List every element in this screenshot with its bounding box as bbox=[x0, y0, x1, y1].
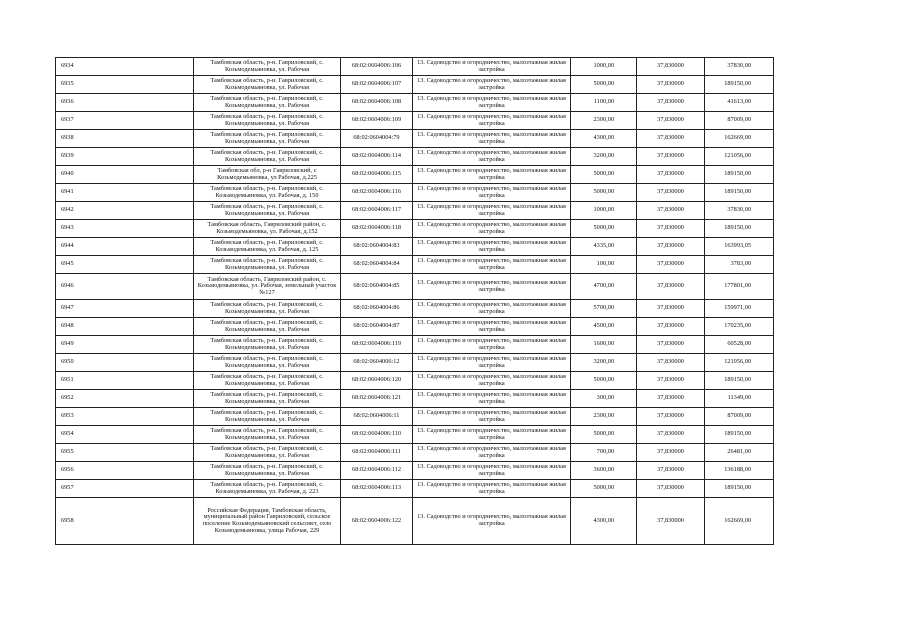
table-row bbox=[56, 372, 774, 390]
cadastral-number-cell: 68:02:0604004:84 bbox=[341, 256, 413, 274]
cadastral-value-cell: 189150,00 bbox=[705, 426, 774, 444]
rate-cell: 37,830000 bbox=[637, 130, 705, 148]
address-cell: Тамбовская область, р-н. Гавриловский, с. Козьмодемьяновка, ул. Рабочая bbox=[194, 462, 341, 480]
area-cell: 700,00 bbox=[571, 444, 637, 462]
row-number: 6947 bbox=[56, 300, 194, 318]
land-use-cell: 13. Садоводство и огородничество, малоэтажная жилая застройка bbox=[413, 184, 571, 202]
cadastral-value-cell: 189150,00 bbox=[705, 166, 774, 184]
cadastral-number-cell: 68:02:0604006:111 bbox=[341, 444, 413, 462]
area-cell: 5000,00 bbox=[571, 76, 637, 94]
cadastral-number-cell: 68:02:0604006:108 bbox=[341, 94, 413, 112]
rate-cell: 37,830000 bbox=[637, 112, 705, 130]
cadastral-number-cell: 68:02:0604006:106 bbox=[341, 58, 413, 76]
row-number: 6955 bbox=[56, 444, 194, 462]
table-row bbox=[56, 408, 774, 426]
row-number: 6948 bbox=[56, 318, 194, 336]
area-cell: 2300,00 bbox=[571, 112, 637, 130]
area-cell: 2300,00 bbox=[571, 408, 637, 426]
rate-cell: 37,830000 bbox=[637, 76, 705, 94]
rate-cell: 37,830000 bbox=[637, 426, 705, 444]
table-row bbox=[56, 480, 774, 498]
table-row bbox=[56, 112, 774, 130]
address-cell: Тамбовская область, р-н. Гавриловский, с. Козьмодемьяновка, ул. Рабочая bbox=[194, 354, 341, 372]
row-number: 6953 bbox=[56, 408, 194, 426]
row-number: 6942 bbox=[56, 202, 194, 220]
area-cell: 5000,00 bbox=[571, 220, 637, 238]
table-row bbox=[56, 94, 774, 112]
land-use-cell: 13. Садоводство и огородничество, малоэтажная жилая застройка bbox=[413, 202, 571, 220]
table-row bbox=[56, 444, 774, 462]
table-row bbox=[56, 354, 774, 372]
cadastral-value-cell: 26481,00 bbox=[705, 444, 774, 462]
cadastral-number-cell: 68:02:0604006:122 bbox=[341, 498, 413, 545]
land-use-cell: 13. Садоводство и огородничество, малоэтажная жилая застройка bbox=[413, 112, 571, 130]
cadastral-number-cell: 68:02:0604006:119 bbox=[341, 336, 413, 354]
area-cell: 4335,00 bbox=[571, 238, 637, 256]
rate-cell: 37,830000 bbox=[637, 300, 705, 318]
row-number: 6944 bbox=[56, 238, 194, 256]
row-number: 6945 bbox=[56, 256, 194, 274]
row-number: 6957 bbox=[56, 480, 194, 498]
row-number: 6934 bbox=[56, 58, 194, 76]
cadastral-value-cell: 189150,00 bbox=[705, 480, 774, 498]
rate-cell: 37,830000 bbox=[637, 58, 705, 76]
table-row bbox=[56, 220, 774, 238]
address-cell: Тамбовская область, р-н. Гавриловский, с. Козьмодемьяновка, ул. Рабочая bbox=[194, 300, 341, 318]
address-cell: Тамбовская область, р-н. Гавриловский, с. Козьмодемьяновка, ул. Рабочая bbox=[194, 318, 341, 336]
area-cell: 5000,00 bbox=[571, 372, 637, 390]
rate-cell: 37,830000 bbox=[637, 166, 705, 184]
land-use-cell: 13. Садоводство и огородничество, малоэтажная жилая застройка bbox=[413, 130, 571, 148]
table-row bbox=[56, 426, 774, 444]
cadastral-value-cell: 121056,00 bbox=[705, 354, 774, 372]
table-body bbox=[56, 58, 774, 545]
cadastral-number-cell: 68:02:0604006:117 bbox=[341, 202, 413, 220]
table-row bbox=[56, 336, 774, 354]
cadastral-number-cell: 68:02:0604004:86 bbox=[341, 300, 413, 318]
land-use-cell: 13. Садоводство и огородничество, малоэтажная жилая застройка bbox=[413, 498, 571, 545]
area-cell: 4700,00 bbox=[571, 274, 637, 300]
address-cell: Тамбовская область, р-н. Гавриловский, с. Козьмодемьяновка, ул. Рабочая bbox=[194, 372, 341, 390]
address-cell: Тамбовская область, р-н. Гавриловский, с. Козьмодемьяновка, ул. Рабочая bbox=[194, 390, 341, 408]
table-row bbox=[56, 300, 774, 318]
cadastral-number-cell: 68:02:0604006:11 bbox=[341, 408, 413, 426]
land-use-cell: 13. Садоводство и огородничество, малоэтажная жилая застройка bbox=[413, 166, 571, 184]
address-cell: Тамбовская область, р-н. Гавриловский, с. Козьмодемьяновка, ул. Рабочая bbox=[194, 148, 341, 166]
cadastral-value-cell: 162669,00 bbox=[705, 498, 774, 545]
row-number: 6952 bbox=[56, 390, 194, 408]
cadastral-number-cell: 68:02:0604006:109 bbox=[341, 112, 413, 130]
row-number: 6950 bbox=[56, 354, 194, 372]
area-cell: 1000,00 bbox=[571, 202, 637, 220]
rate-cell: 37,830000 bbox=[637, 498, 705, 545]
cadastral-number-cell: 68:02:0604004:87 bbox=[341, 318, 413, 336]
rate-cell: 37,830000 bbox=[637, 462, 705, 480]
area-cell: 5700,00 bbox=[571, 300, 637, 318]
cadastral-value-cell: 87009,00 bbox=[705, 408, 774, 426]
land-use-cell: 13. Садоводство и огородничество, малоэтажная жилая застройка bbox=[413, 148, 571, 166]
address-cell: Тамбовская область, р-н. Гавриловский, с. Козьмодемьяновка, ул. Рабочая bbox=[194, 336, 341, 354]
land-use-cell: 13. Садоводство и огородничество, малоэтажная жилая застройка bbox=[413, 336, 571, 354]
rate-cell: 37,830000 bbox=[637, 256, 705, 274]
cadastral-value-cell: 189150,00 bbox=[705, 184, 774, 202]
rate-cell: 37,830000 bbox=[637, 202, 705, 220]
land-use-cell: 13. Садоводство и огородничество, малоэтажная жилая застройка bbox=[413, 76, 571, 94]
row-number: 6951 bbox=[56, 372, 194, 390]
land-use-cell: 13. Садоводство и огородничество, малоэтажная жилая застройка bbox=[413, 94, 571, 112]
cadastral-value-cell: 189150,00 bbox=[705, 76, 774, 94]
rate-cell: 37,830000 bbox=[637, 336, 705, 354]
cadastral-number-cell: 68:02:0604006:120 bbox=[341, 372, 413, 390]
area-cell: 1000,00 bbox=[571, 58, 637, 76]
document-page bbox=[55, 57, 773, 545]
land-use-cell: 13. Садоводство и огородничество, малоэтажная жилая застройка bbox=[413, 58, 571, 76]
address-cell: Тамбовская область, Гавриловский район, с. Козьмодемьяновка, ул. Рабочая, д.152 bbox=[194, 220, 341, 238]
row-number: 6935 bbox=[56, 76, 194, 94]
table-row bbox=[56, 130, 774, 148]
table-row bbox=[56, 58, 774, 76]
cadastral-value-cell: 37830,00 bbox=[705, 202, 774, 220]
area-cell: 300,00 bbox=[571, 390, 637, 408]
cadastral-value-cell: 159971,00 bbox=[705, 300, 774, 318]
area-cell: 1100,00 bbox=[571, 94, 637, 112]
rate-cell: 37,830000 bbox=[637, 444, 705, 462]
table-row bbox=[56, 184, 774, 202]
land-use-cell: 13. Садоводство и огородничество, малоэтажная жилая застройка bbox=[413, 444, 571, 462]
rate-cell: 37,830000 bbox=[637, 318, 705, 336]
area-cell: 5000,00 bbox=[571, 166, 637, 184]
land-use-cell: 13. Садоводство и огородничество, малоэтажная жилая застройка bbox=[413, 408, 571, 426]
table-row bbox=[56, 390, 774, 408]
cadastral-number-cell: 68:02:0604004:85 bbox=[341, 274, 413, 300]
table-row bbox=[56, 462, 774, 480]
cadastral-value-cell: 163993,05 bbox=[705, 238, 774, 256]
table-row bbox=[56, 202, 774, 220]
cadastral-number-cell: 68:02:0604006:116 bbox=[341, 184, 413, 202]
cadastral-value-cell: 37830,00 bbox=[705, 58, 774, 76]
row-number: 6936 bbox=[56, 94, 194, 112]
cadastral-value-cell: 41613,00 bbox=[705, 94, 774, 112]
address-cell: Тамбовская область, р-н. Гавриловский, с. Козьмодемьяновка, ул. Рабочая, д. 223 bbox=[194, 480, 341, 498]
address-cell: Тамбовская область, р-н. Гавриловский, с. Козьмодемьяновка, ул. Рабочая bbox=[194, 112, 341, 130]
land-use-cell: 13. Садоводство и огородничество, малоэтажная жилая застройка bbox=[413, 462, 571, 480]
area-cell: 5000,00 bbox=[571, 426, 637, 444]
row-number: 6940 bbox=[56, 166, 194, 184]
land-use-cell: 13. Садоводство и огородничество, малоэтажная жилая застройка bbox=[413, 274, 571, 300]
rate-cell: 37,830000 bbox=[637, 184, 705, 202]
cadastral-value-cell: 162669,00 bbox=[705, 130, 774, 148]
cadastral-value-cell: 177801,00 bbox=[705, 274, 774, 300]
table-row bbox=[56, 498, 774, 545]
table-row bbox=[56, 274, 774, 300]
land-use-cell: 13. Садоводство и огородничество, малоэтажная жилая застройка bbox=[413, 426, 571, 444]
cadastral-value-cell: 11349,00 bbox=[705, 390, 774, 408]
row-number: 6958 bbox=[56, 498, 194, 545]
table-row bbox=[56, 238, 774, 256]
land-use-cell: 13. Садоводство и огородничество, малоэтажная жилая застройка bbox=[413, 220, 571, 238]
land-use-cell: 13. Садоводство и огородничество, малоэтажная жилая застройка bbox=[413, 318, 571, 336]
cadastral-value-cell: 189150,00 bbox=[705, 220, 774, 238]
cadastral-number-cell: 68:02:0604004:79 bbox=[341, 130, 413, 148]
rate-cell: 37,830000 bbox=[637, 94, 705, 112]
cadastral-value-cell: 60528,00 bbox=[705, 336, 774, 354]
area-cell: 100,00 bbox=[571, 256, 637, 274]
cadastral-number-cell: 68:02:0604006:12 bbox=[341, 354, 413, 372]
cadastral-value-cell: 189150,00 bbox=[705, 372, 774, 390]
land-use-cell: 13. Садоводство и огородничество, малоэтажная жилая застройка bbox=[413, 238, 571, 256]
row-number: 6941 bbox=[56, 184, 194, 202]
table-row bbox=[56, 76, 774, 94]
land-use-cell: 13. Садоводство и огородничество, малоэтажная жилая застройка bbox=[413, 390, 571, 408]
area-cell: 4300,00 bbox=[571, 130, 637, 148]
rate-cell: 37,830000 bbox=[637, 480, 705, 498]
cadastral-value-cell: 87009,00 bbox=[705, 112, 774, 130]
area-cell: 4300,00 bbox=[571, 498, 637, 545]
area-cell: 1600,00 bbox=[571, 336, 637, 354]
address-cell: Тамбовская область, р-н. Гавриловский, с. Козьмодемьяновка, ул. Рабочая bbox=[194, 426, 341, 444]
land-use-cell: 13. Садоводство и огородничество, малоэтажная жилая застройка bbox=[413, 372, 571, 390]
row-number: 6937 bbox=[56, 112, 194, 130]
rate-cell: 37,830000 bbox=[637, 148, 705, 166]
row-number: 6943 bbox=[56, 220, 194, 238]
rate-cell: 37,830000 bbox=[637, 354, 705, 372]
address-cell: Тамбовская область, р-н. Гавриловский, с. Козьмодемьяновка, ул. Рабочая, д. 150 bbox=[194, 184, 341, 202]
address-cell: Тамбовская область, р-н. Гавриловский, с. Козьмодемьяновка, ул. Рабочая bbox=[194, 58, 341, 76]
table-row bbox=[56, 256, 774, 274]
row-number: 6939 bbox=[56, 148, 194, 166]
address-cell: Тамбовская область, р-н. Гавриловский, с. Козьмодемьяновка, ул. Рабочая bbox=[194, 130, 341, 148]
address-cell: Тамбовская область, р-н. Гавриловский, с. Козьмодемьяновка, ул. Рабочая bbox=[194, 408, 341, 426]
cadastral-value-cell: 170235,00 bbox=[705, 318, 774, 336]
area-cell: 3600,00 bbox=[571, 462, 637, 480]
cadastral-value-cell: 136188,00 bbox=[705, 462, 774, 480]
address-cell: Тамбовская область, Гавриловский район, с. Козьмодемьяновка, ул. Рабочая, земельный участок №127 bbox=[194, 274, 341, 300]
rate-cell: 37,830000 bbox=[637, 372, 705, 390]
cadastral-number-cell: 68:02:0604006:121 bbox=[341, 390, 413, 408]
address-cell: Российская Федерация, Тамбовская область, муниципальный район Гавриловский, сельское поселение Козьмодемьяновский сельсовет, село Козьмодемьяновка, улица Рабочая, 229 bbox=[194, 498, 341, 545]
land-use-cell: 13. Садоводство и огородничество, малоэтажная жилая застройка bbox=[413, 256, 571, 274]
rate-cell: 37,830000 bbox=[637, 408, 705, 426]
cadastral-number-cell: 68:02:0604006:113 bbox=[341, 480, 413, 498]
address-cell: Тамбовская область, р-н. Гавриловский, с. Козьмодемьяновка, ул. Рабочая bbox=[194, 256, 341, 274]
table-row bbox=[56, 166, 774, 184]
address-cell: Тамбовская область, р-н. Гавриловский, с. Козьмодемьяновка, ул. Рабочая bbox=[194, 444, 341, 462]
area-cell: 5000,00 bbox=[571, 480, 637, 498]
cadastral-value-table bbox=[55, 57, 774, 545]
land-use-cell: 13. Садоводство и огородничество, малоэтажная жилая застройка bbox=[413, 480, 571, 498]
row-number: 6954 bbox=[56, 426, 194, 444]
rate-cell: 37,830000 bbox=[637, 274, 705, 300]
cadastral-value-cell: 121056,00 bbox=[705, 148, 774, 166]
rate-cell: 37,830000 bbox=[637, 220, 705, 238]
cadastral-value-cell: 3783,00 bbox=[705, 256, 774, 274]
area-cell: 3200,00 bbox=[571, 148, 637, 166]
area-cell: 4500,00 bbox=[571, 318, 637, 336]
table-row bbox=[56, 318, 774, 336]
rate-cell: 37,830000 bbox=[637, 238, 705, 256]
cadastral-number-cell: 68:02:0604006:112 bbox=[341, 462, 413, 480]
row-number: 6956 bbox=[56, 462, 194, 480]
cadastral-number-cell: 68:02:0604006:115 bbox=[341, 166, 413, 184]
address-cell: Тамбовская область, р-н. Гавриловский, с. Козьмодемьяновка, ул. Рабочая bbox=[194, 76, 341, 94]
address-cell: Тамбовская область, р-н. Гавриловский, с. Козьмодемьяновка, ул. Рабочая bbox=[194, 202, 341, 220]
land-use-cell: 13. Садоводство и огородничество, малоэтажная жилая застройка bbox=[413, 300, 571, 318]
row-number: 6938 bbox=[56, 130, 194, 148]
address-cell: Тамбовская область, р-н. Гавриловский, с. Козьмодемьяновка, ул. Рабочая, д. 125 bbox=[194, 238, 341, 256]
row-number: 6949 bbox=[56, 336, 194, 354]
area-cell: 5000,00 bbox=[571, 184, 637, 202]
land-use-cell: 13. Садоводство и огородничество, малоэтажная жилая застройка bbox=[413, 354, 571, 372]
table-row bbox=[56, 148, 774, 166]
cadastral-number-cell: 68:02:0604006:118 bbox=[341, 220, 413, 238]
area-cell: 3200,00 bbox=[571, 354, 637, 372]
rate-cell: 37,830000 bbox=[637, 390, 705, 408]
cadastral-number-cell: 68:02:0604006:107 bbox=[341, 76, 413, 94]
address-cell: Тамбовская область, р-н. Гавриловский, с. Козьмодемьяновка, ул. Рабочая bbox=[194, 94, 341, 112]
cadastral-number-cell: 68:02:0604004:83 bbox=[341, 238, 413, 256]
cadastral-number-cell: 68:02:0604006:110 bbox=[341, 426, 413, 444]
row-number: 6946 bbox=[56, 274, 194, 300]
cadastral-number-cell: 68:02:0604006:114 bbox=[341, 148, 413, 166]
address-cell: Тамбовская обл, р-н Гавриловский, с Козьмодемьяновка, ул Рабочая, д.225 bbox=[194, 166, 341, 184]
